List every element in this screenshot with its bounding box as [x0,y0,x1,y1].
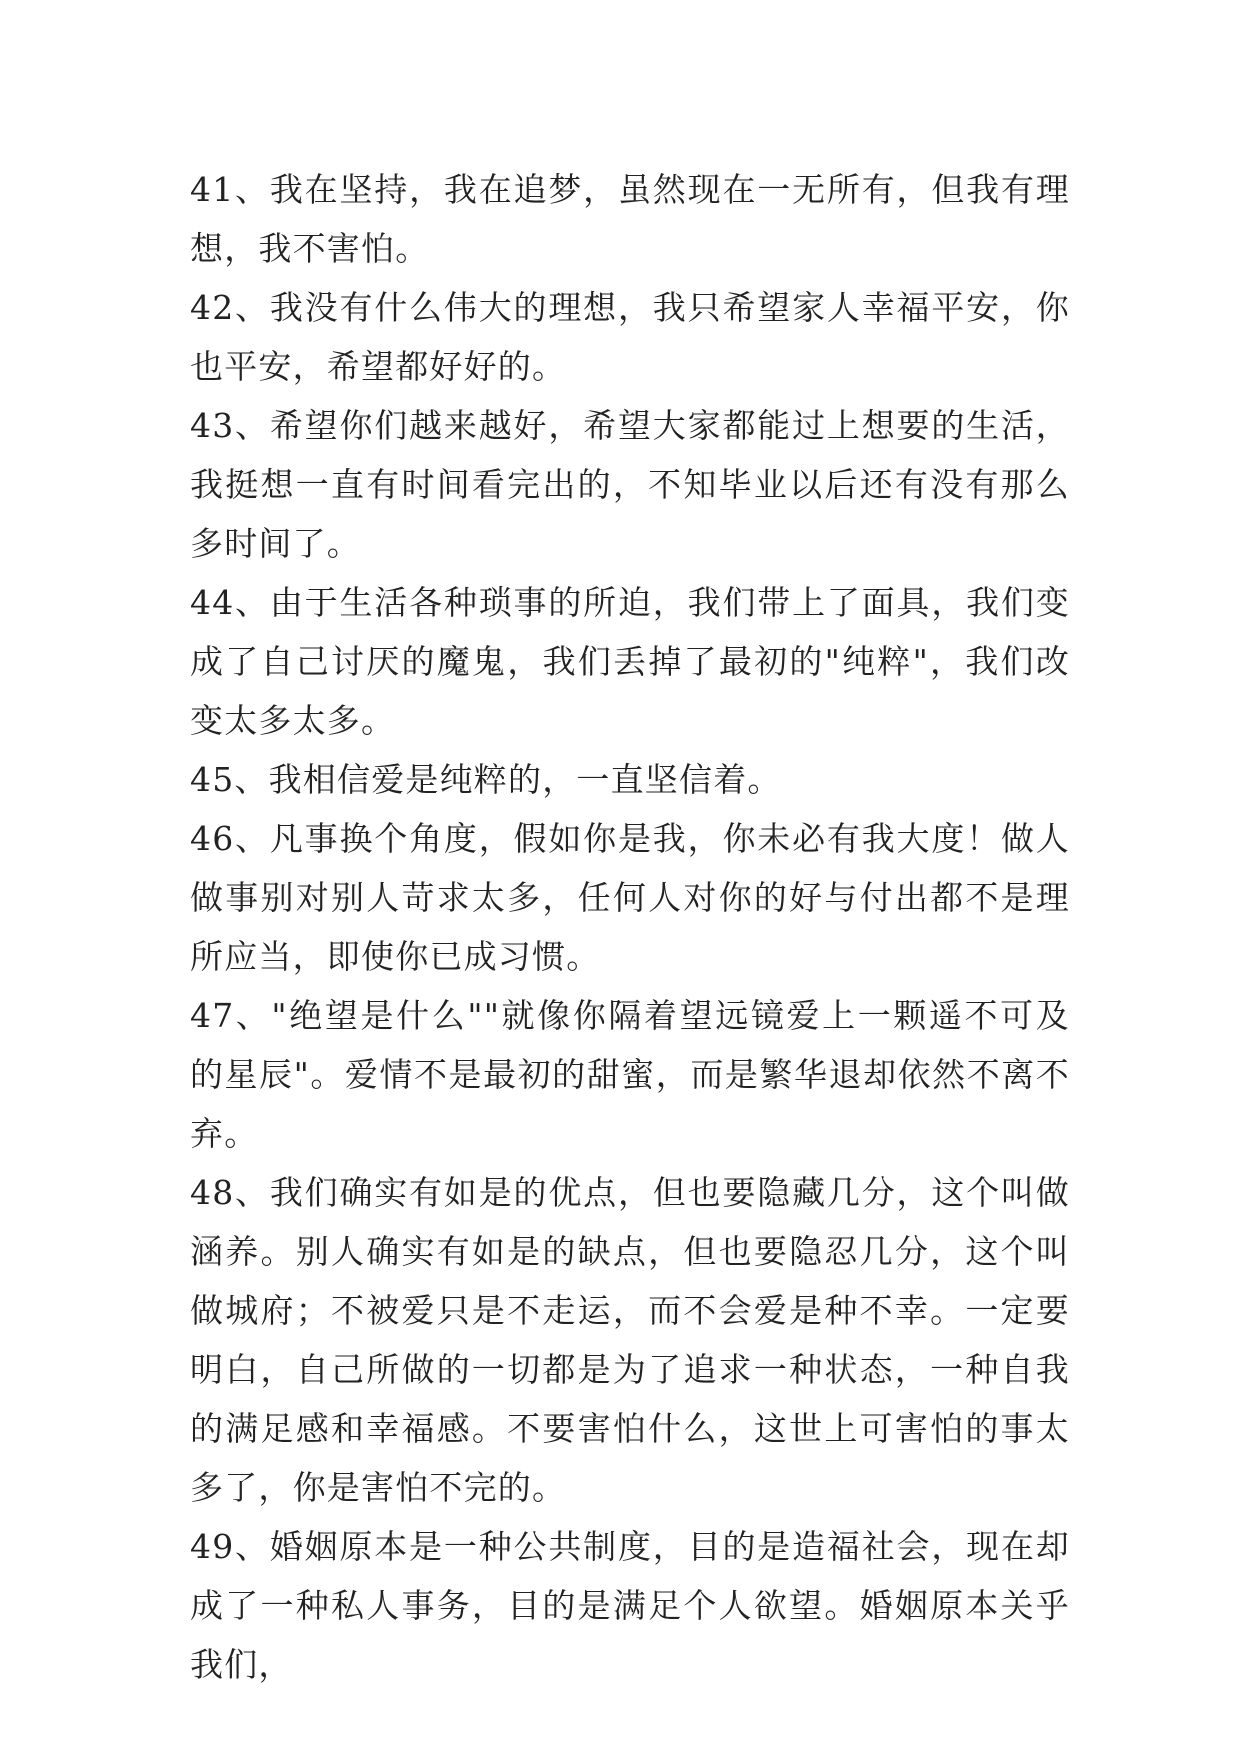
paragraph-45: 45、我相信爱是纯粹的，一直坚信着。 [190,760,782,799]
paragraph-41: 41、我在坚持，我在追梦，虽然现在一无所有，但我有理想，我不害怕。 [190,170,1070,268]
paragraph-43: 43、希望你们越来越好，希望大家都能过上想要的生活，我挺想一直有时间看完出的，不知毕业以后还有没有那么多时间了。 [190,406,1070,563]
paragraph-44: 44、由于生活各种琐事的所迫，我们带上了面具，我们变成了自己讨厌的魔鬼，我们丢掉了最初的"纯粹"，我们改变太多太多。 [190,583,1070,740]
paragraph-46: 46、凡事换个角度，假如你是我，你未必有我大度！做人做事别对别人苛求太多，任何人对你的好与付出都不是理所应当，即使你已成习惯。 [190,819,1070,976]
document-body [190,160,1070,1694]
paragraph-47: 47、"绝望是什么""就像你隔着望远镜爱上一颗遥不可及的星辰"。爱情不是最初的甜蜜，而是繁华退却依然不离不弃。 [190,996,1070,1153]
paragraph-42: 42、我没有什么伟大的理想，我只希望家人幸福平安，你也平安，希望都好好的。 [190,288,1070,386]
paragraph-49: 49、婚姻原本是一种公共制度，目的是造福社会，现在却成了一种私人事务，目的是满足个人欲望。婚姻原本关乎我们， [190,1527,1070,1684]
paragraph-48: 48、我们确实有如是的优点，但也要隐藏几分，这个叫做涵养。别人确实有如是的缺点，但也要隐忍几分，这个叫做城府；不被爱只是不走运，而不会爱是种不幸。一定要明白，自己所做的一切都是为了追求一种状态，一种自我的满足感和幸福感。不要害怕什么，这世上可害怕的事太多了，你是害怕不完的。 [190,1173,1070,1507]
